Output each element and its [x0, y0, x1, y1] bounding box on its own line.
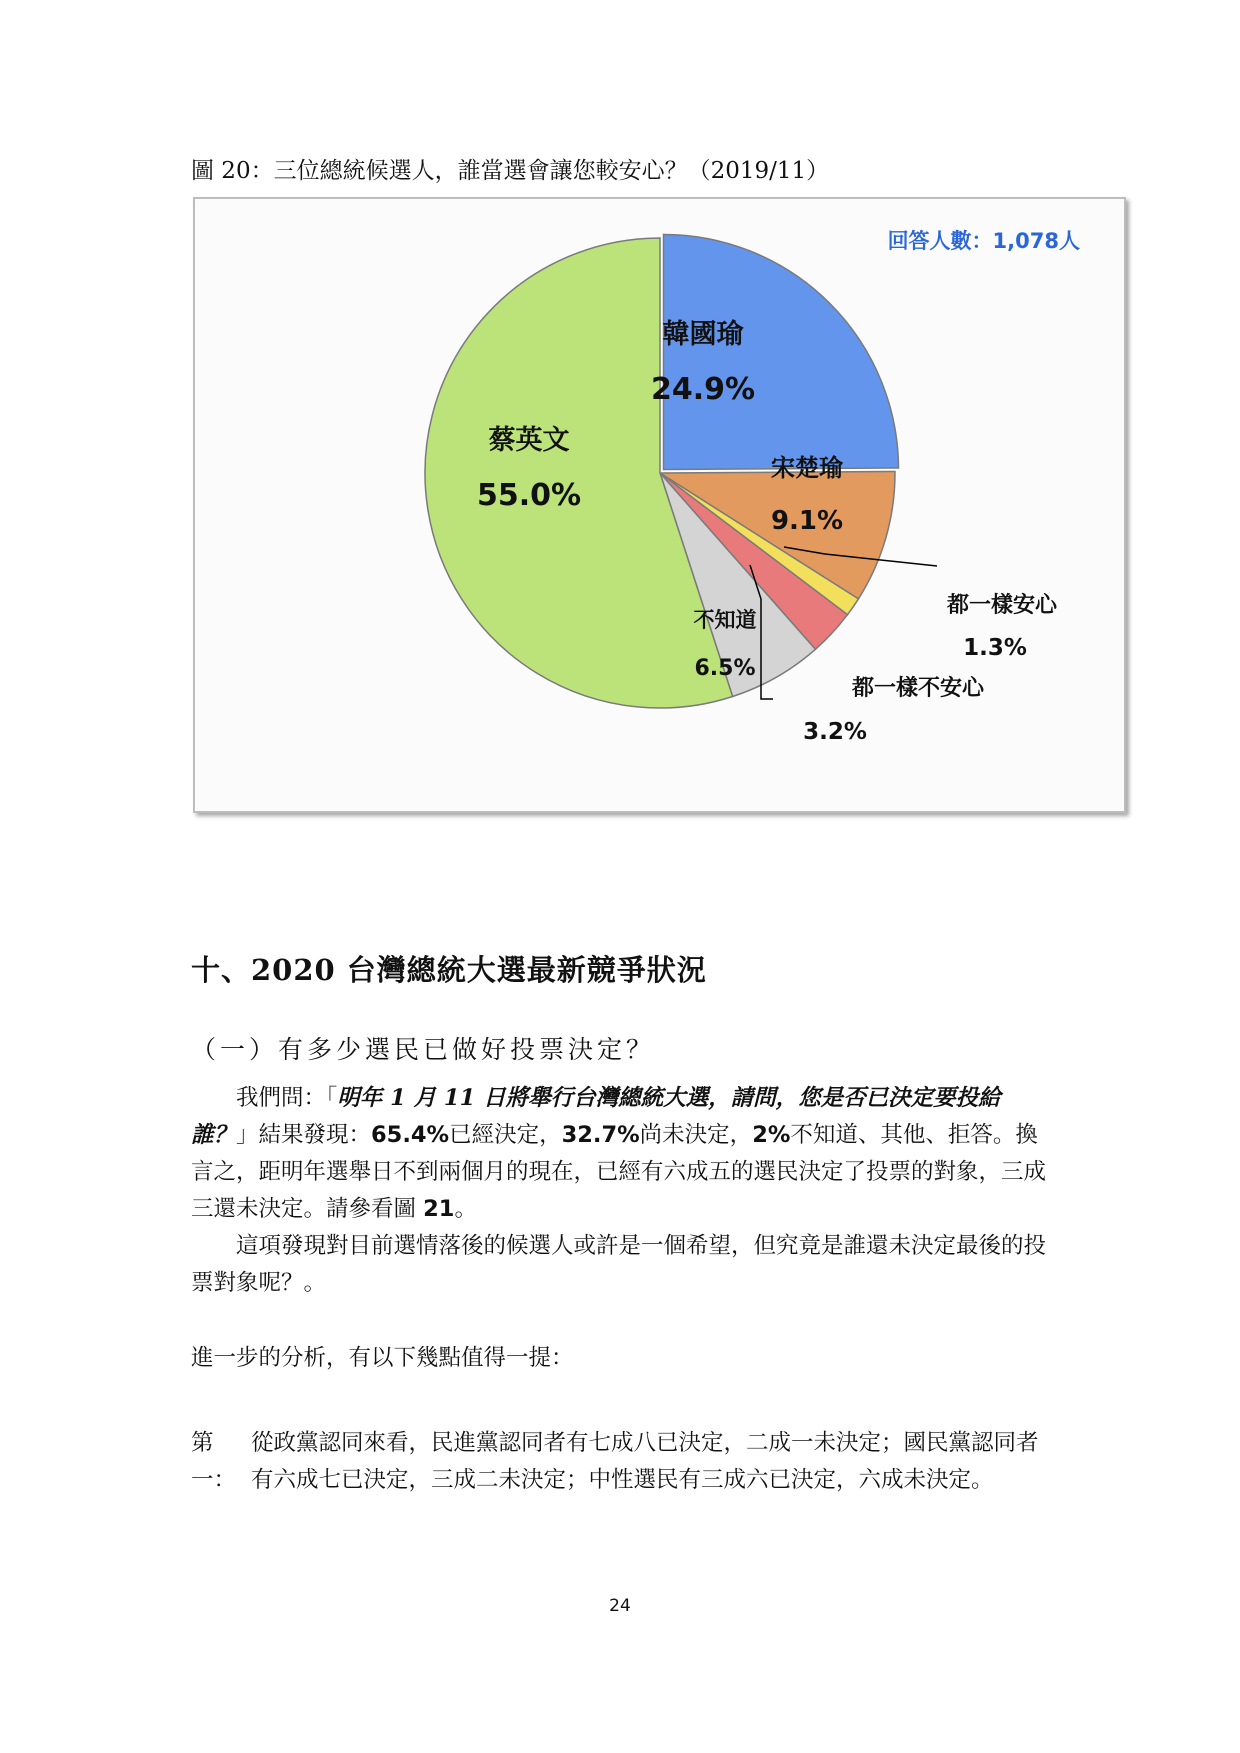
p1-text2: 尚未決定，	[639, 1122, 753, 1148]
slice-value-han: 24.9%	[650, 372, 756, 407]
slice-value-same-safe: 1.3%	[963, 635, 1027, 661]
p1-text3: 不知道、其他、拒答。換言之，距明年選舉日不到兩個月的現在，已經有六成五的選民決定了投票的對象，三成三還未決定。請參看圖	[191, 1122, 1047, 1222]
stat-undecided: 32.7%	[561, 1122, 640, 1148]
slice-value-soong: 9.1%	[770, 506, 844, 536]
slice-label-han: 韓國瑜	[662, 319, 744, 350]
slice-label-same-unsafe: 都一樣不安心	[852, 676, 985, 701]
stat-decided: 65.4%	[371, 1122, 450, 1148]
paragraph-1	[191, 1080, 1051, 1228]
slice-label-tsai: 蔡英文	[488, 425, 570, 456]
slice-value-tsai: 55.0%	[476, 478, 582, 513]
slice-value-unknown: 6.5%	[694, 656, 756, 681]
point-1-text: 從政黨認同來看，民進黨認同者有七成八已決定，二成一未決定；國民黨認同者有六成七已決定，三成二未決定；中性選民有三成六已決定，六成未決定。	[251, 1430, 1039, 1493]
p1-end: 。	[454, 1196, 477, 1222]
pie-slice-han	[664, 234, 899, 469]
page-number: 24	[609, 1596, 631, 1616]
p1-close: 」結果發現：	[236, 1122, 372, 1148]
point-1-label: 第一：	[191, 1430, 237, 1493]
survey-question: 明年 1 月 11 日將舉行台灣總統大選，請問，您是否已決定要投給誰？	[191, 1085, 1001, 1148]
point-1	[191, 1425, 1051, 1499]
figure-ref: 21	[423, 1196, 455, 1222]
slice-value-same-unsafe: 3.2%	[803, 719, 867, 745]
slice-label-soong: 宋楚瑜	[771, 454, 843, 482]
respondent-count: 回答人數：1,078人	[887, 229, 1080, 253]
pie-chart-svg	[195, 199, 1124, 811]
paragraph-3: 進一步的分析，有以下幾點值得一提：	[191, 1345, 574, 1371]
slice-label-unknown: 不知道	[693, 608, 757, 632]
paragraph-2	[191, 1228, 1051, 1302]
section-heading: 十、2020 台灣總統大選最新競爭狀況	[191, 953, 707, 987]
p1-prefix: 我們問：「	[236, 1085, 338, 1111]
slice-label-same-safe: 都一樣安心	[947, 593, 1058, 618]
figure-caption: 圖 20：三位總統候選人，誰當選會讓您較安心？（2019/11）	[191, 158, 830, 184]
subsection-heading: （一）有多少選民已做好投票決定？	[191, 1035, 656, 1064]
pie-chart	[193, 197, 1126, 813]
p1-text1: 已經決定，	[449, 1122, 562, 1148]
p2-text: 這項發現對目前選情落後的候選人或許是一個希望，但究竟是誰還未決定最後的投票對象呢？。	[191, 1233, 1047, 1296]
stat-unknown: 2%	[752, 1122, 791, 1148]
